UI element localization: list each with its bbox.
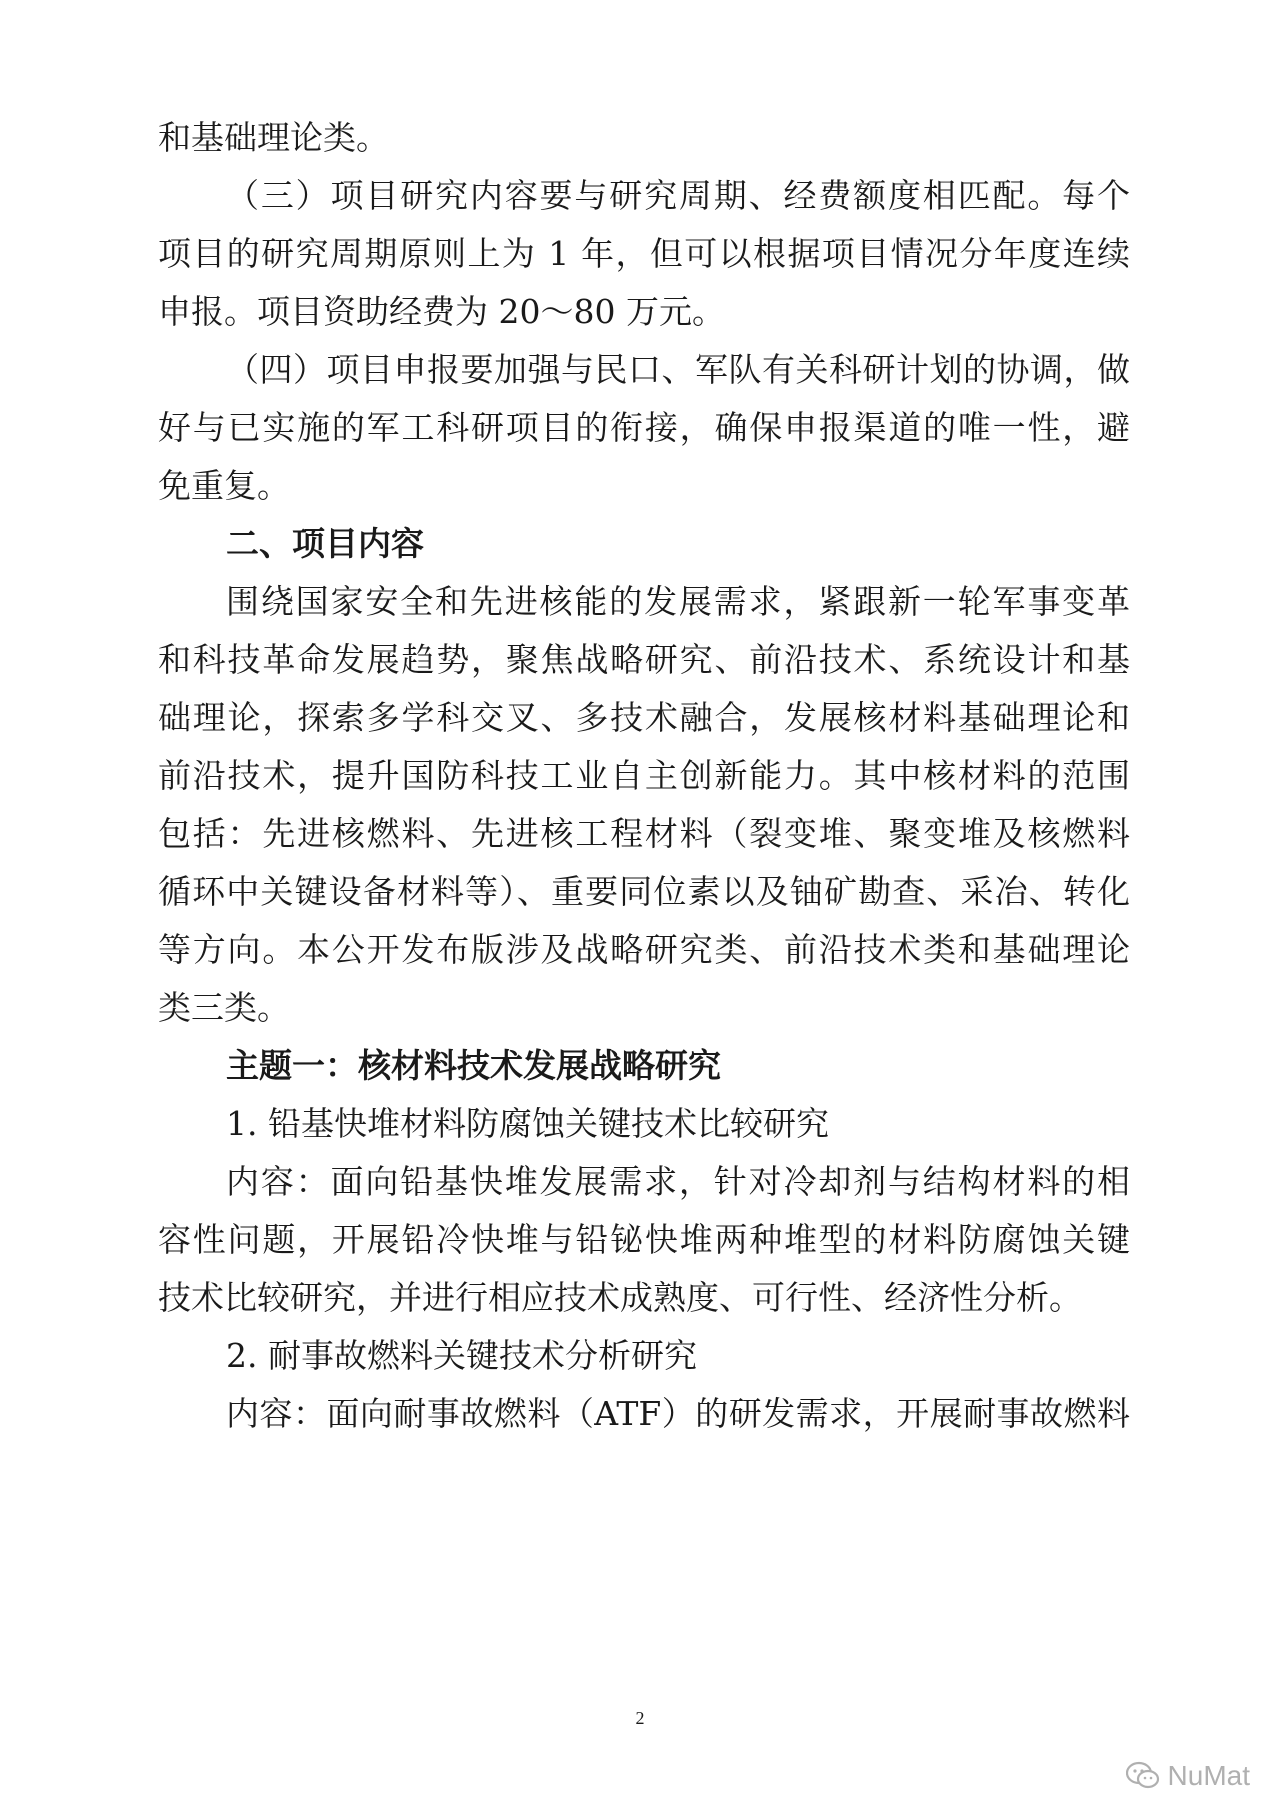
text-line: 内容：面向铅基快堆发展需求，针对冷却剂与结构材料的相 [226,1162,1130,1201]
text-line: 项目的研究周期原则上为 1 年，但可以根据项目情况分年度连续 [158,234,1130,273]
watermark [1126,1758,1250,1794]
text-line: 申报。项目资助经费为 20～80 万元。 [158,292,725,331]
text-line: 循环中关键设备材料等）、重要同位素以及铀矿勘查、采冶、转化 [158,872,1130,911]
text-line: 容性问题，开展铅冷快堆与铅铋快堆两种堆型的材料防腐蚀关键 [158,1220,1130,1259]
page-number: 2 [635,1708,645,1728]
watermark-text: NuMat [1167,1760,1250,1791]
text-line: 和基础理论类。 [158,118,389,157]
wechat-icon [1126,1761,1160,1791]
item-title: 1. 铅基快堆材料防腐蚀关键技术比较研究 [226,1104,829,1143]
text-line: 技术比较研究，并进行相应技术成熟度、可行性、经济性分析。 [158,1278,1082,1317]
text-line: 好与已实施的军工科研项目的衔接，确保申报渠道的唯一性，避 [158,408,1130,447]
text-line: 础理论，探索多学科交叉、多技术融合，发展核材料基础理论和 [158,698,1130,737]
text-line: 围绕国家安全和先进核能的发展需求，紧跟新一轮军事变革 [226,582,1130,621]
item-title: 2. 耐事故燃料关键技术分析研究 [226,1336,697,1375]
text-line: 内容：面向耐事故燃料（ATF）的研发需求，开展耐事故燃料 [226,1394,1130,1433]
text-line: 前沿技术，提升国防科技工业自主创新能力。其中核材料的范围 [158,756,1130,795]
text-line: 等方向。本公开发布版涉及战略研究类、前沿技术类和基础理论 [158,930,1130,969]
text-line: 包括：先进核燃料、先进核工程材料（裂变堆、聚变堆及核燃料 [158,814,1130,853]
topic-heading: 主题一：核材料技术发展战略研究 [226,1046,721,1085]
section-heading: 二、项目内容 [226,524,424,563]
text-line: （四）项目申报要加强与民口、军队有关科研计划的协调，做 [226,350,1130,389]
text-line: 免重复。 [158,466,290,505]
text-line: 类三类。 [158,988,290,1027]
text-line: （三）项目研究内容要与研究周期、经费额度相匹配。每个 [226,176,1130,215]
text-line: 和科技革命发展趋势，聚焦战略研究、前沿技术、系统设计和基 [158,640,1130,679]
